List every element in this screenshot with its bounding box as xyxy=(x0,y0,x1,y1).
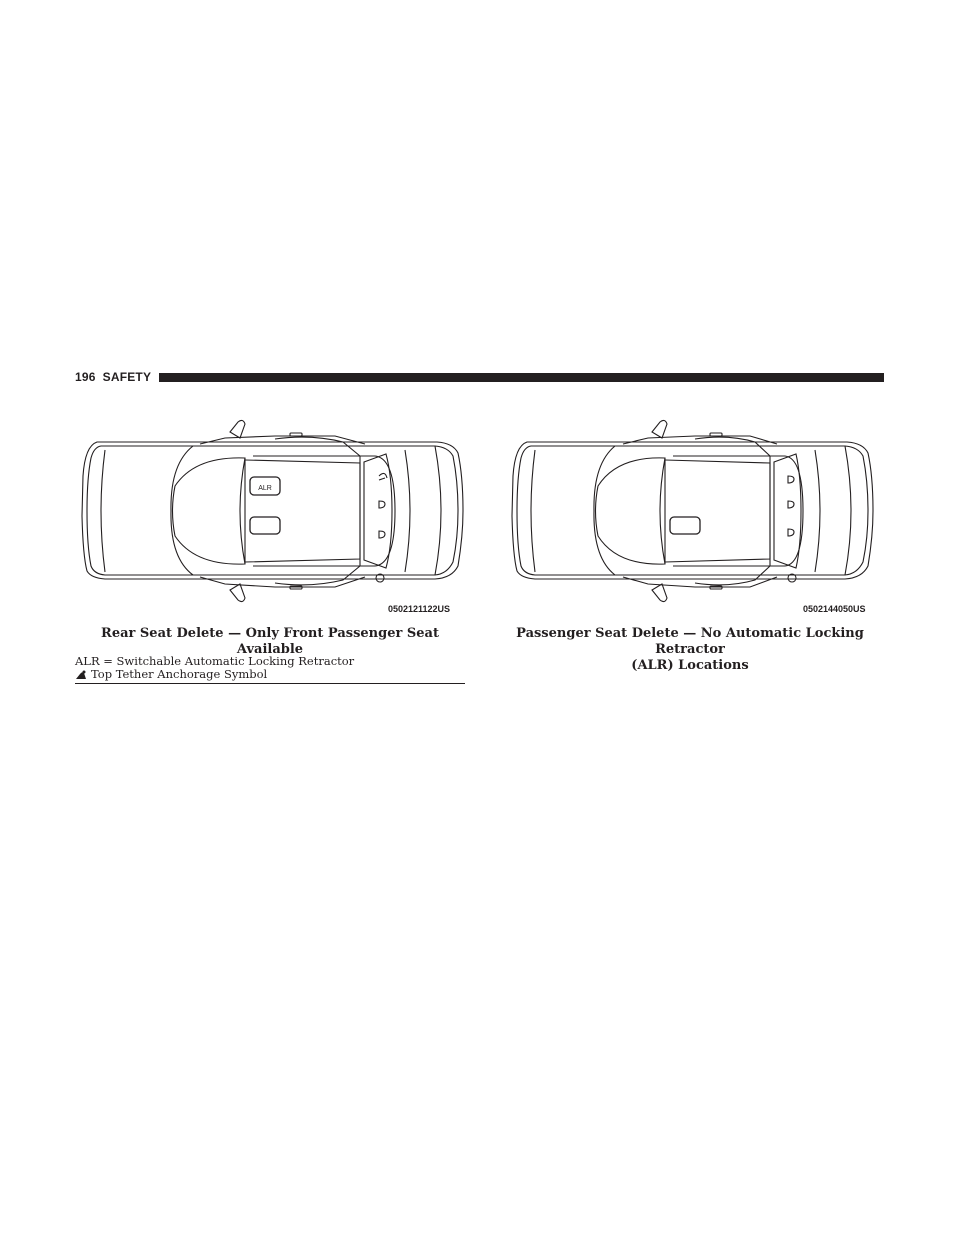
figure-code: 0502144050US xyxy=(803,604,866,614)
legend-tether xyxy=(75,668,465,681)
caption-line: (ALR) Locations xyxy=(631,658,749,673)
top-tether-anchorage-icon xyxy=(75,670,87,680)
header-rule xyxy=(159,373,884,382)
figure-passenger-seat-delete xyxy=(505,416,885,616)
figure-caption: Rear Seat Delete — Only Front Passenger Seat Available xyxy=(101,626,439,657)
caption-line: Passenger Seat Delete — No Automatic Locking Retractor xyxy=(516,626,864,657)
figure-caption xyxy=(495,626,885,674)
car-top-view-diagram xyxy=(505,416,885,616)
alr-label: ALR xyxy=(258,485,272,492)
figure-rear-seat-delete xyxy=(75,416,465,616)
legend-tether-text: Top Tether Anchorage Symbol xyxy=(91,667,268,681)
car-top-view-diagram xyxy=(75,416,465,616)
figure-legend xyxy=(75,655,465,681)
legend-rule xyxy=(75,683,465,684)
page-number: 196 xyxy=(75,370,96,384)
section-title: SAFETY xyxy=(102,370,152,384)
page-header xyxy=(75,369,884,385)
figure-code: 0502121122US xyxy=(388,604,451,614)
legend-alr: ALR = Switchable Automatic Locking Retractor xyxy=(75,654,355,668)
